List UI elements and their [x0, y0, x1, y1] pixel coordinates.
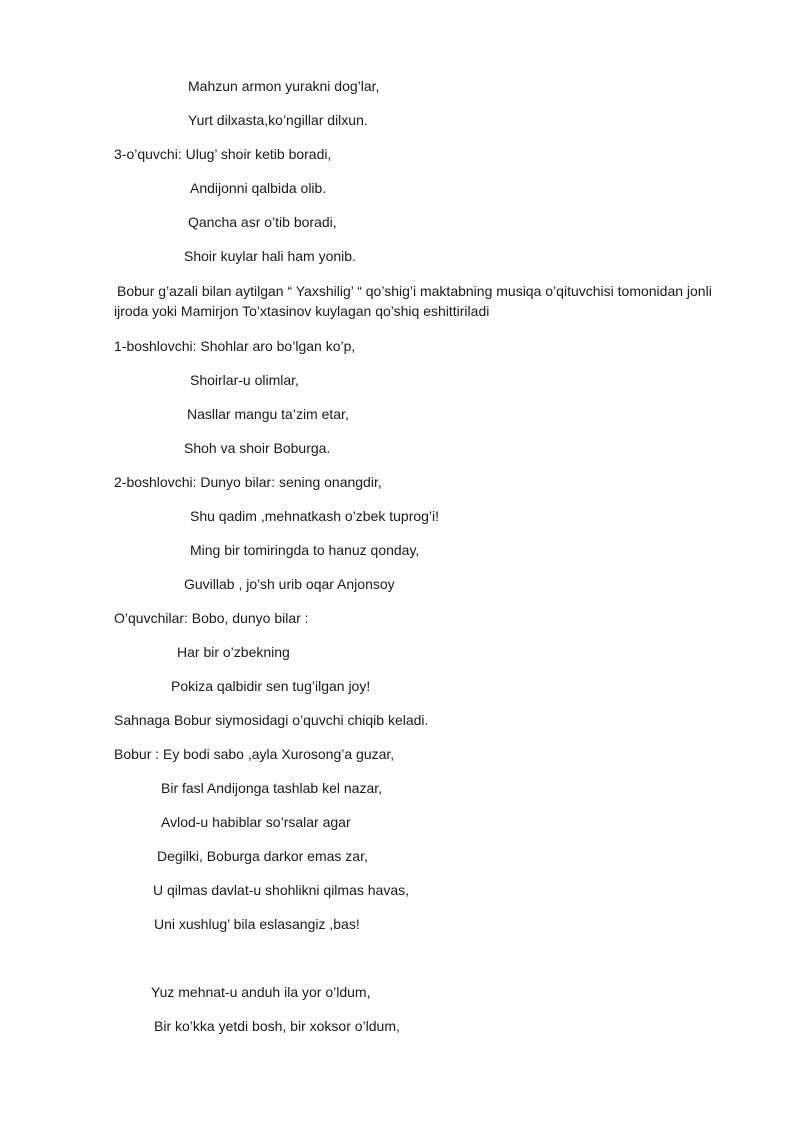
- verse-line: Bir fasl Andijonga tashlab kel nazar,: [161, 780, 383, 796]
- stage-direction-line: Sahnaga Bobur siymosidagi o’quvchi chiqib keladi.: [114, 712, 429, 728]
- verse-line: Ming bir tomiringda to hanuz qonday,: [190, 542, 420, 558]
- verse-line: Yuz mehnat-u anduh ila yor o’ldum,: [151, 984, 371, 1000]
- speaker-line: 3-o’quvchi: Ulug’ shoir ketib boradi,: [114, 146, 332, 162]
- verse-line: Har bir o’zbekning: [177, 644, 290, 660]
- verse-line: Pokiza qalbidir sen tug’ilgan joy!: [171, 678, 371, 694]
- verse-line: Guvillab , jo’sh urib oqar Anjonsoy: [184, 576, 395, 592]
- verse-line: Nasllar mangu ta’zim etar,: [187, 406, 349, 422]
- verse-line: Shoirlar-u olimlar,: [190, 372, 299, 388]
- speaker-line: O’quvchilar: Bobo, dunyo bilar :: [114, 610, 309, 626]
- verse-line: Uni xushlug’ bila eslasangiz ,bas!: [154, 916, 360, 932]
- verse-line: Shoir kuylar hali ham yonib.: [184, 248, 356, 264]
- speaker-line: 1-boshlovchi: Shohlar aro bo’lgan ko’p,: [114, 338, 356, 354]
- verse-line: Mahzun armon yurakni dog’lar,: [188, 78, 380, 94]
- verse-line: Bir ko’kka yetdi bosh, bir xoksor o’ldum,: [154, 1018, 400, 1034]
- verse-line: Shoh va shoir Boburga.: [184, 440, 331, 456]
- speaker-line: Bobur : Ey bodi sabo ,ayla Xurosong’a guzar,: [114, 746, 395, 762]
- verse-line: Andijonni qalbida olib.: [190, 180, 327, 196]
- speaker-line: 2-boshlovchi: Dunyo bilar: sening onangdir,: [114, 474, 382, 490]
- verse-line: Qancha asr o’tib boradi,: [188, 214, 337, 230]
- verse-line: Degilki, Boburga darkor emas zar,: [157, 848, 368, 864]
- stage-direction-paragraph: Bobur g’azali bilan aytilgan “ Yaxshilig’ “ qo’shig’i maktabning musiqa o’qituvchisi tomonidan jonli ijroda yoki Mamirjon To’xtasinov kuylagan qo’shiq eshittiriladi: [114, 283, 712, 319]
- verse-line: Shu qadim ,mehnatkash o’zbek tuprog’i!: [190, 508, 440, 524]
- verse-line: Yurt dilxasta,ko’ngillar dilxun.: [188, 112, 368, 128]
- verse-line: U qilmas davlat-u shohlikni qilmas havas,: [153, 882, 409, 898]
- verse-line: Avlod-u habiblar so’rsalar agar: [161, 814, 351, 830]
